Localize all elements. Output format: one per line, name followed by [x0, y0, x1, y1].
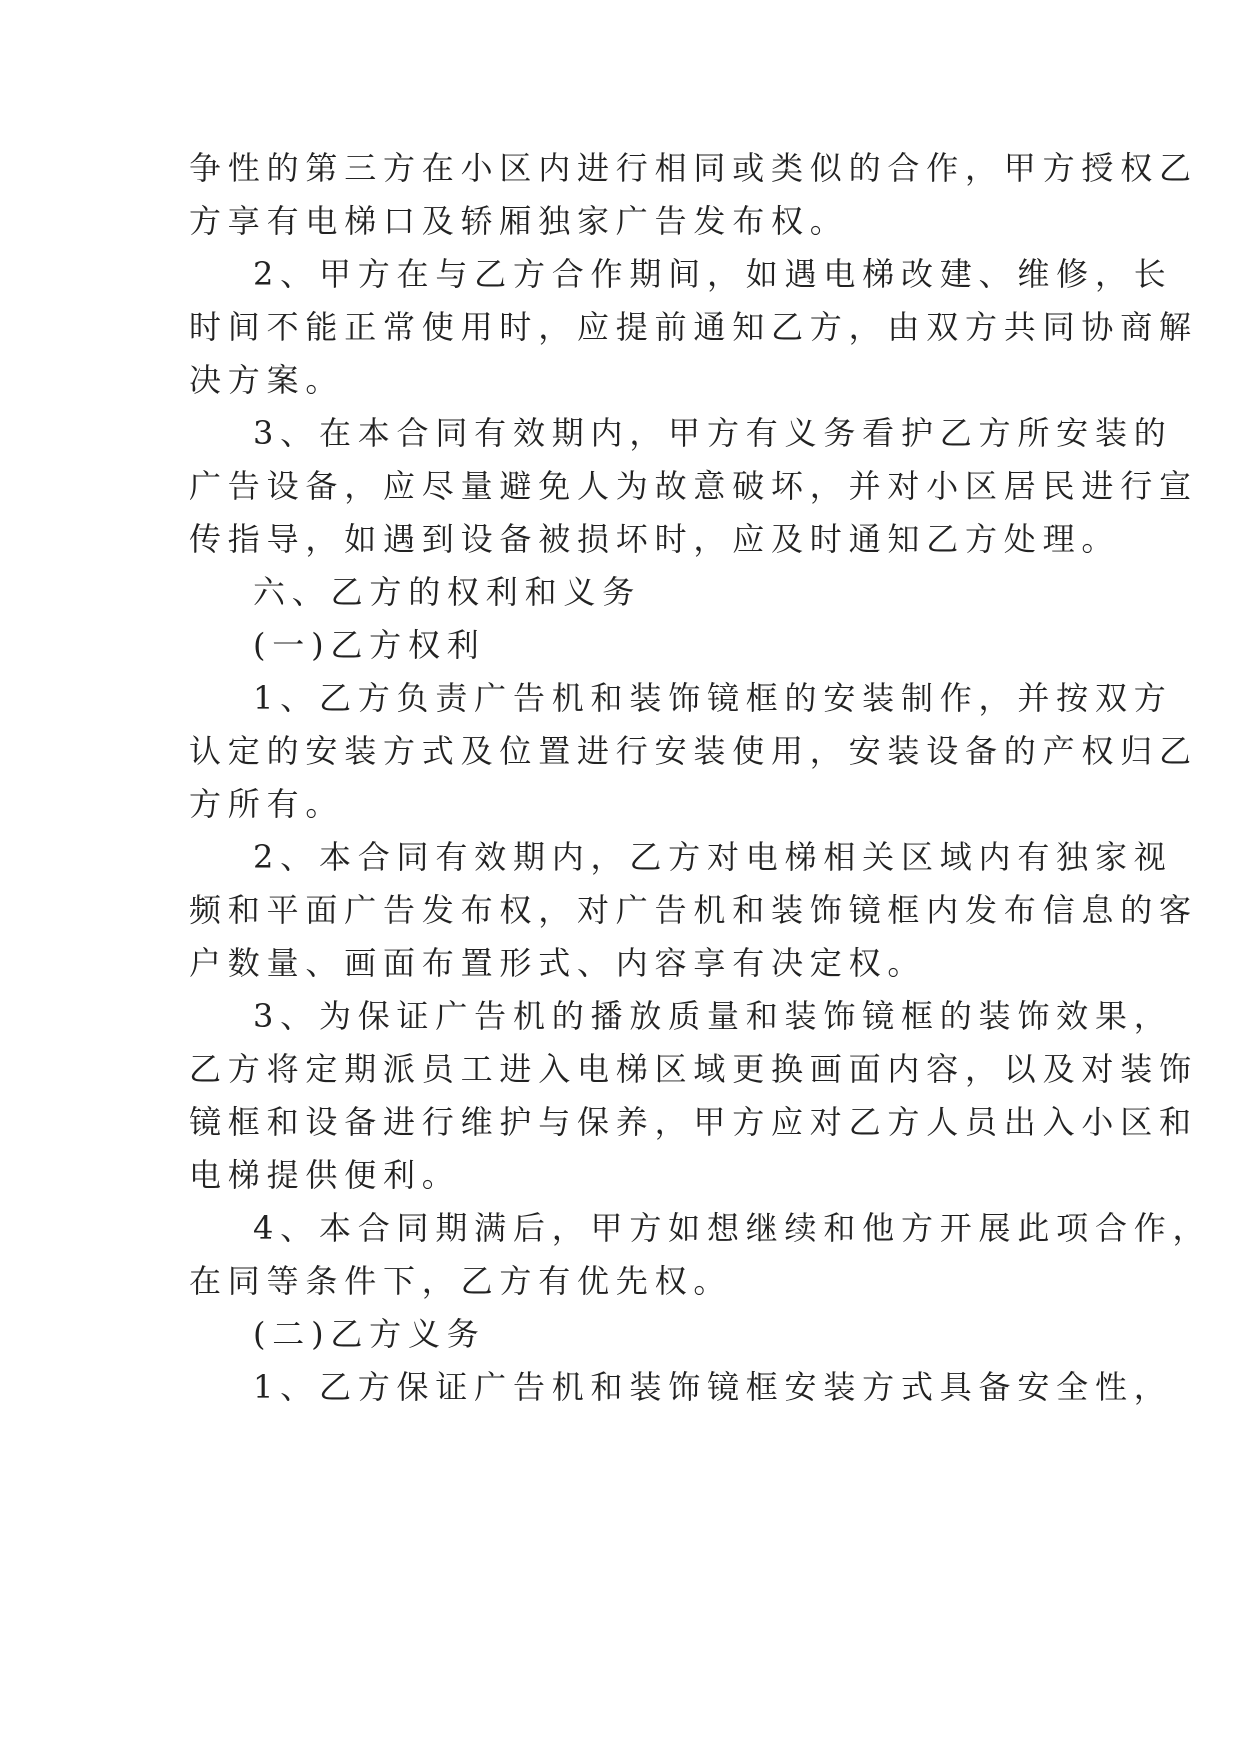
text-line: 认定的安装方式及位置进行安装使用，安装设备的产权归乙 — [189, 732, 1198, 770]
text-line: 镜框和设备进行维护与保养，甲方应对乙方人员出入小区和 — [189, 1103, 1198, 1141]
paragraph-start: 3、为保证广告机的播放质量和装饰镜框的装饰效果， — [253, 997, 1173, 1035]
text-line: 频和平面广告发布权，对广告机和装饰镜框内发布信息的客 — [189, 891, 1198, 929]
text-line: 方所有。 — [189, 785, 345, 823]
paragraph-start: 1、乙方保证广告机和装饰镜框安装方式具备安全性， — [253, 1368, 1173, 1406]
text-line: 时间不能正常使用时，应提前通知乙方，由双方共同协商解 — [189, 308, 1198, 346]
paragraph-start: 2、本合同有效期内，乙方对电梯相关区域内有独家视 — [253, 838, 1173, 876]
text-line: 户数量、画面布置形式、内容享有决定权。 — [189, 944, 927, 982]
paragraph-start: 2、甲方在与乙方合作期间，如遇电梯改建、维修，长 — [253, 255, 1173, 293]
text-line: 电梯提供便利。 — [189, 1156, 461, 1194]
text-line: 决方案。 — [189, 361, 345, 399]
section-heading: 六、乙方的权利和义务 — [253, 573, 642, 611]
paragraph-start: 1、乙方负责广告机和装饰镜框的安装制作，并按双方 — [253, 679, 1173, 717]
text-line: 在同等条件下，乙方有优先权。 — [189, 1262, 733, 1300]
text-line: 广告设备，应尽量避免人为故意破坏，并对小区居民进行宣 — [189, 467, 1198, 505]
text-line: 争性的第三方在小区内进行相同或类似的合作，甲方授权乙 — [189, 149, 1198, 187]
text-line: 乙方将定期派员工进入电梯区域更换画面内容，以及对装饰 — [189, 1050, 1198, 1088]
subsection-heading: (一)乙方权利 — [253, 626, 486, 664]
paragraph-start: 3、在本合同有效期内，甲方有义务看护乙方所安装的 — [253, 414, 1173, 452]
subsection-heading: (二)乙方义务 — [253, 1315, 486, 1353]
text-line: 传指导，如遇到设备被损坏时，应及时通知乙方处理。 — [189, 520, 1121, 558]
paragraph-start: 4、本合同期满后，甲方如想继续和他方开展此项合作， — [253, 1209, 1212, 1247]
text-line: 方享有电梯口及轿厢独家广告发布权。 — [189, 202, 849, 240]
